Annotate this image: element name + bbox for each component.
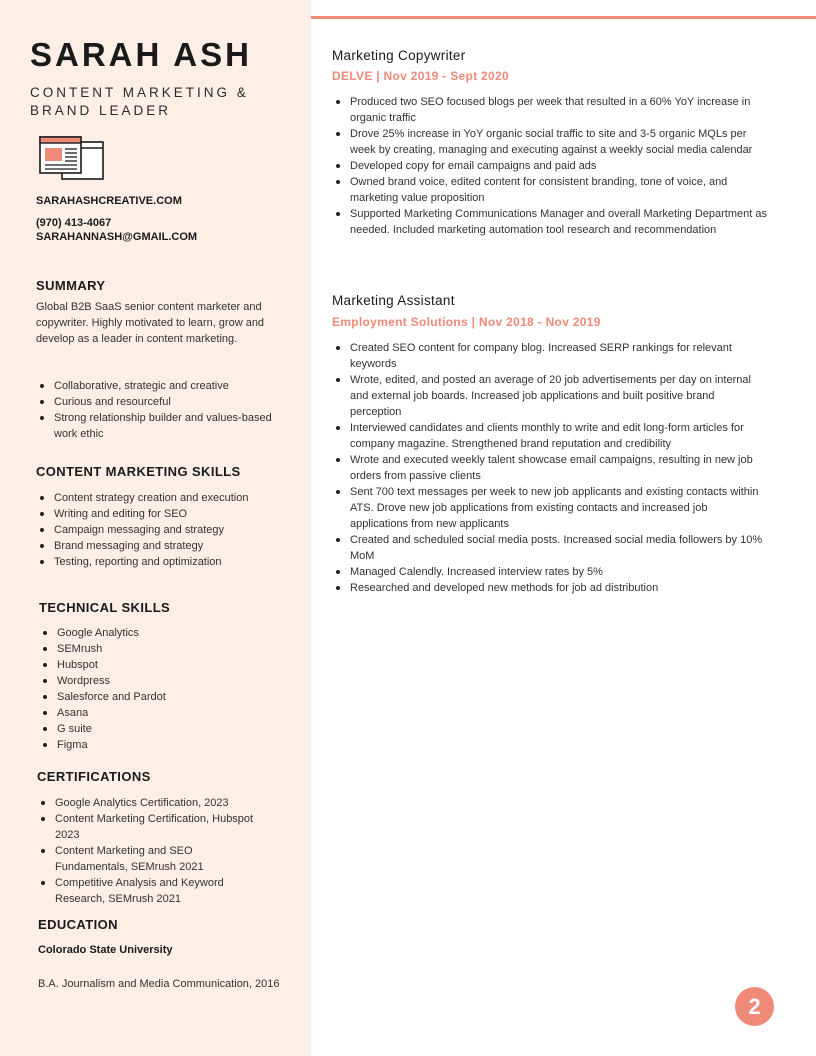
- list-item: Wrote and executed weekly talent showcase email campaigns, resulting in new job orders from passive clients: [332, 452, 768, 484]
- education-heading: EDUCATION: [38, 917, 118, 932]
- list-item: Testing, reporting and optimization: [36, 554, 296, 570]
- contact-website[interactable]: SARAHASHCREATIVE.COM: [36, 195, 182, 207]
- list-item: Drove 25% increase in YoY organic social traffic to site and 3-5 organic MQLs per week by creating, managing and executing against a weekly social media calendar: [332, 126, 768, 158]
- list-item: Content Marketing Certification, Hubspot 2023: [37, 811, 255, 843]
- summary-bullets: [36, 378, 276, 442]
- summary-heading: SUMMARY: [36, 278, 106, 293]
- list-item: Brand messaging and strategy: [36, 538, 296, 554]
- list-item: Content Marketing and SEO Fundamentals, SEMrush 2021: [37, 843, 255, 875]
- content-skills-list: [36, 490, 296, 570]
- job-title: Marketing Copywriter: [332, 48, 466, 63]
- contact-phone: (970) 413-4067: [36, 217, 112, 229]
- top-accent-rule: [311, 16, 816, 19]
- list-item: Collaborative, strategic and creative: [36, 378, 276, 394]
- job-bullets: [332, 340, 768, 596]
- browser-windows-icon: [38, 136, 106, 182]
- job-company-dates: DELVE | Nov 2019 - Sept 2020: [332, 69, 509, 83]
- list-item: Google Analytics: [39, 625, 279, 641]
- education-school: Colorado State University: [38, 944, 173, 956]
- list-item: Researched and developed new methods for job ad distribution: [332, 580, 768, 596]
- resume-title-line-1: CONTENT MARKETING &: [30, 85, 249, 100]
- list-item: Supported Marketing Communications Manager and overall Marketing Department as needed. Included marketing automation tool research and recommendation: [332, 206, 768, 238]
- list-item: Produced two SEO focused blogs per week that resulted in a 60% YoY increase in organic traffic: [332, 94, 768, 126]
- list-item: Developed copy for email campaigns and paid ads: [332, 158, 768, 174]
- content-skills-heading: CONTENT MARKETING SKILLS: [36, 464, 241, 479]
- list-item: Created SEO content for company blog. Increased SERP rankings for relevant keywords: [332, 340, 768, 372]
- list-item: Strong relationship builder and values-based work ethic: [36, 410, 276, 442]
- list-item: Campaign messaging and strategy: [36, 522, 296, 538]
- list-item: Owned brand voice, edited content for consistent branding, tone of voice, and marketing value proposition: [332, 174, 768, 206]
- list-item: Curious and resourceful: [36, 394, 276, 410]
- contact-email[interactable]: SARAHANNASH@GMAIL.COM: [36, 231, 198, 243]
- list-item: Created and scheduled social media posts. Increased social media followers by 10% MoM: [332, 532, 768, 564]
- list-item: SEMrush: [39, 641, 279, 657]
- list-item: Salesforce and Pardot: [39, 689, 279, 705]
- list-item: Competitive Analysis and Keyword Research, SEMrush 2021: [37, 875, 255, 907]
- list-item: Writing and editing for SEO: [36, 506, 296, 522]
- job-title: Marketing Assistant: [332, 293, 455, 308]
- list-item: Wrote, edited, and posted an average of 20 job advertisements per day on internal and external job boards. Increased job applications and built positive brand perception: [332, 372, 768, 420]
- list-item: Sent 700 text messages per week to new job applicants and existing contacts within ATS. Drove new job applications from existing contacts and increased job applications from new applicants: [332, 484, 768, 532]
- list-item: Asana: [39, 705, 279, 721]
- summary-text: Global B2B SaaS senior content marketer and copywriter. Highly motivated to learn, grow and develop as a leader in content marketing.: [36, 301, 265, 345]
- list-item: Content strategy creation and execution: [36, 490, 296, 506]
- certifications-list: [37, 795, 255, 907]
- list-item: Wordpress: [39, 673, 279, 689]
- page-number-badge: 2: [735, 987, 774, 1026]
- resume-name: SARAH ASH: [30, 36, 252, 73]
- list-item: Managed Calendly. Increased interview rates by 5%: [332, 564, 768, 580]
- education-degree: B.A. Journalism and Media Communication, 2016: [38, 978, 280, 990]
- resume-title-line-2: BRAND LEADER: [30, 103, 172, 118]
- list-item: Google Analytics Certification, 2023: [37, 795, 255, 811]
- job-bullets: [332, 94, 768, 238]
- technical-skills-heading: TECHNICAL SKILLS: [39, 600, 171, 615]
- technical-skills-list: [39, 625, 279, 753]
- list-item: G suite: [39, 721, 279, 737]
- list-item: Figma: [39, 737, 279, 753]
- job-company-dates: Employment Solutions | Nov 2018 - Nov 2019: [332, 315, 601, 329]
- certifications-heading: CERTIFICATIONS: [37, 769, 151, 784]
- list-item: Hubspot: [39, 657, 279, 673]
- list-item: Interviewed candidates and clients monthly to write and edit long-form articles for company magazine. Strengthened brand reputation and credibility: [332, 420, 768, 452]
